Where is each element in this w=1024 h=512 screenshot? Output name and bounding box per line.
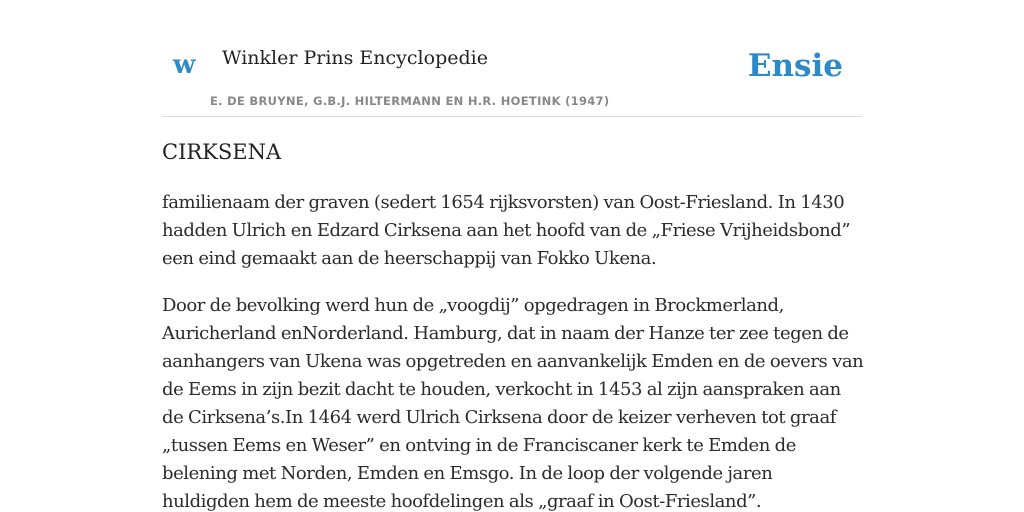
article bbox=[162, 138, 864, 512]
entry-title: CIRKSENA bbox=[162, 140, 282, 164]
article-paragraph: familienaam der graven (sedert 1654 rijksvorsten) van Oost-Friesland. In 1430 hadden Ulrich en Edzard Cirksena aan het hoofd van de „Friese Vrijheidsbond” een eind gemaakt aan de heerschappij van Fokko Ukena. bbox=[162, 192, 851, 270]
publication-title[interactable]: Winkler Prins Encyclopedie bbox=[222, 47, 488, 69]
publication-authors: E. DE BRUYNE, G.B.J. HILTERMANN EN H.R. HOETINK (1947) bbox=[210, 94, 610, 108]
brand-logo[interactable]: Ensie bbox=[747, 48, 843, 84]
publication-logo[interactable]: w bbox=[173, 50, 196, 80]
header bbox=[162, 0, 862, 117]
article-paragraph: Door de bevolking werd hun de „voogdij” opgedragen in Brockmerland, Auricherland enNorderland. Hamburg, dat in naam der Hanze ter zee tegen de aanhangers van Ukena was opgetreden en aanvankelijk Emden en de oevers van de Eems in zijn bezit dacht te houden, verkocht in 1453 al zijn aanspraken aan de Cirksena’s.In 1464 werd Ulrich Cirksena door de keizer verheven tot graaf „tussen Eems en Weser” en ontving in de Franciscaner kerk te Emden de belening met Norden, Emden en Emsgo. In de loop der volgende jaren huldigden hem de meeste hoofdelingen als „graaf in Oost-Friesland”. bbox=[162, 295, 864, 512]
